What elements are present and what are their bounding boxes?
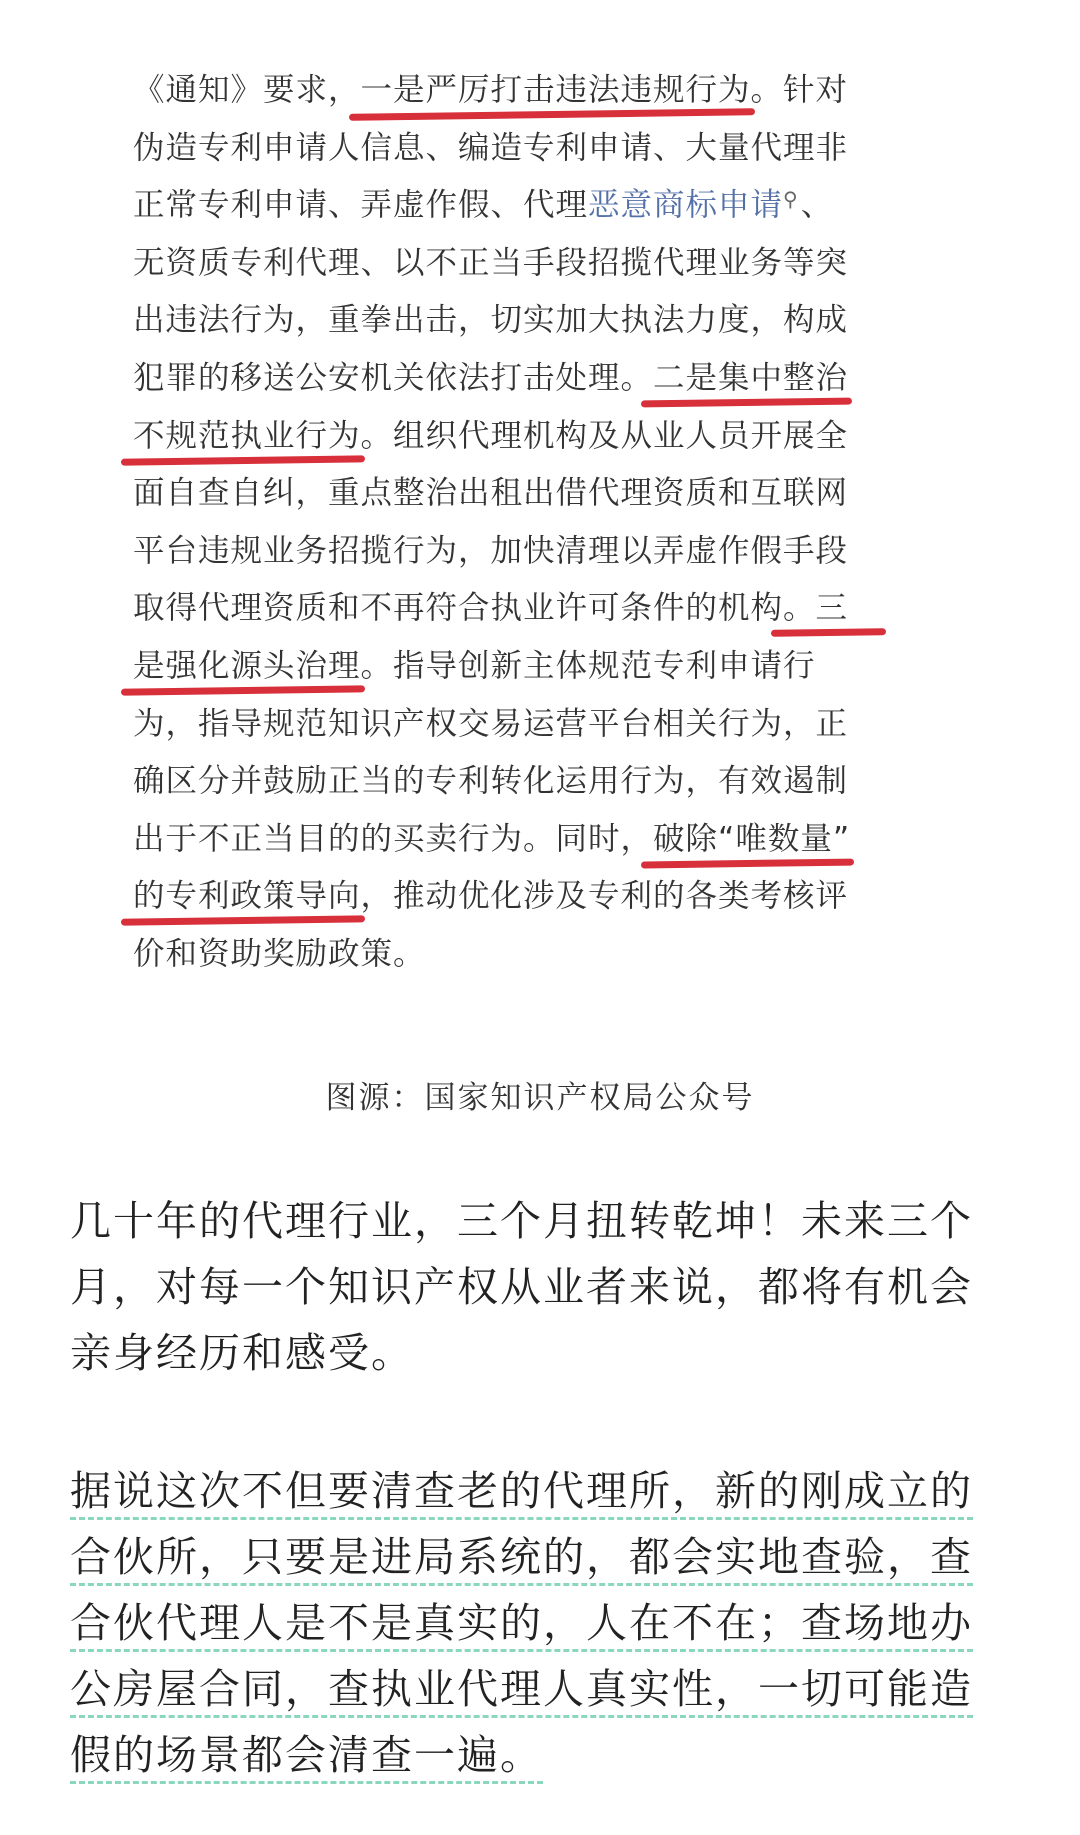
quote-text: 取得代理资质和不再符合执业许可条件的机构 — [133, 590, 784, 627]
quote-text: 。针对 — [750, 72, 849, 108]
quote-text: 平台违规业务招揽行为，加快清理以弄虚作假手段 — [133, 532, 849, 569]
annotated-text: 合伙所，只要是进局系统的，都会实地查验，查 — [70, 1533, 973, 1586]
image-caption: 图源：国家知识产权局公众号 — [325, 1080, 755, 1116]
quote-text: ，推动优化涉及专利的各类考核评 — [360, 878, 849, 915]
highlighted-phrase: 二是集中整治 — [653, 359, 849, 396]
quote-text: 《通知》要求， — [133, 72, 361, 108]
paragraph-line — [70, 1458, 1030, 1524]
quote-text: 出违法行为，重拳出击，切实加大执法力度，构成 — [133, 302, 849, 339]
body-text: 月，对每一个知识产权从业者来说，都将有机会 — [70, 1263, 973, 1311]
highlighted-phrase: 的专利政策导向 — [133, 878, 361, 915]
quote-text: 无资质专利代理、以不正当手段招揽代理业务等突 — [133, 244, 849, 281]
quote-line — [133, 580, 973, 638]
quote-text: 犯罪的移送公安机关依法打击处理。 — [133, 359, 654, 396]
annotated-text: 合伙代理人是不是真实的，人在不在；查场地办 — [70, 1599, 973, 1652]
quote-text: 出于不正当目的的买卖行为。同时， — [133, 820, 654, 857]
quote-text: 确区分并鼓励正当的专利转化运用行为，有效遏制 — [133, 763, 849, 800]
paragraph-line — [70, 1722, 1030, 1788]
annotated-text: 假的场景都会清查一遍。 — [70, 1731, 543, 1784]
annotated-text: 据说这次不但要清查老的代理所，新的刚成立的 — [70, 1467, 973, 1520]
quote-line — [133, 292, 973, 350]
body-text: 几十年的代理行业，三个月扭转乾坤！未来三个 — [70, 1197, 973, 1245]
quote-line — [133, 753, 973, 811]
paragraph-line — [70, 1320, 1030, 1386]
quote-text: 为，指导规范知识产权交易运营平台相关行为，正 — [133, 705, 849, 742]
quote-text: 价和资助奖励政策。 — [133, 935, 426, 972]
quote-text: 。组织代理机构及从业人员开展全 — [360, 417, 849, 454]
annotated-text: 公房屋合同，查执业代理人真实性，一切可能造 — [70, 1665, 973, 1718]
search-link[interactable]: 恶意商标申请 — [588, 187, 784, 224]
quote-line — [133, 696, 973, 754]
quote-line — [133, 177, 973, 235]
quote-text: 、 — [800, 187, 834, 224]
quote-line — [133, 811, 973, 869]
quote-line — [133, 235, 973, 293]
quote-line — [133, 638, 973, 696]
paragraph-1 — [70, 1188, 1030, 1386]
quote-line — [133, 465, 973, 523]
quote-line — [133, 350, 973, 408]
search-icon[interactable]: ⚲ — [783, 187, 799, 212]
paragraph-2 — [70, 1458, 1030, 1788]
quote-line — [133, 926, 973, 984]
highlighted-phrase: 一是严厉打击违法违规行为 — [360, 72, 751, 108]
quote-text: 。指导创新主体规范专利申请行 — [360, 647, 816, 684]
quote-line — [133, 408, 973, 466]
quote-text: 伪造专利申请人信息、编造专利申请、大量代理非 — [133, 129, 849, 166]
highlighted-phrase: 破除“唯数量” — [653, 820, 851, 857]
highlighted-phrase: 不规范执业行为 — [133, 417, 361, 454]
highlighted-phrase: 是强化源头治理 — [133, 647, 361, 684]
quote-line — [133, 523, 973, 581]
quoted-notice-screenshot — [133, 62, 973, 984]
quote-line — [133, 120, 973, 178]
highlighted-phrase: 。三 — [783, 590, 849, 627]
body-text: 亲身经历和感受。 — [70, 1329, 414, 1377]
quote-text: 正常专利申请、弄虚作假、代理 — [133, 187, 589, 224]
paragraph-line — [70, 1590, 1030, 1656]
paragraph-line — [70, 1188, 1030, 1254]
paragraph-line — [70, 1254, 1030, 1320]
paragraph-line — [70, 1656, 1030, 1722]
quote-line — [133, 868, 973, 926]
quote-line — [133, 62, 973, 120]
quote-text: 面自查自纠，重点整治出租出借代理资质和互联网 — [133, 475, 849, 512]
paragraph-line — [70, 1524, 1030, 1590]
